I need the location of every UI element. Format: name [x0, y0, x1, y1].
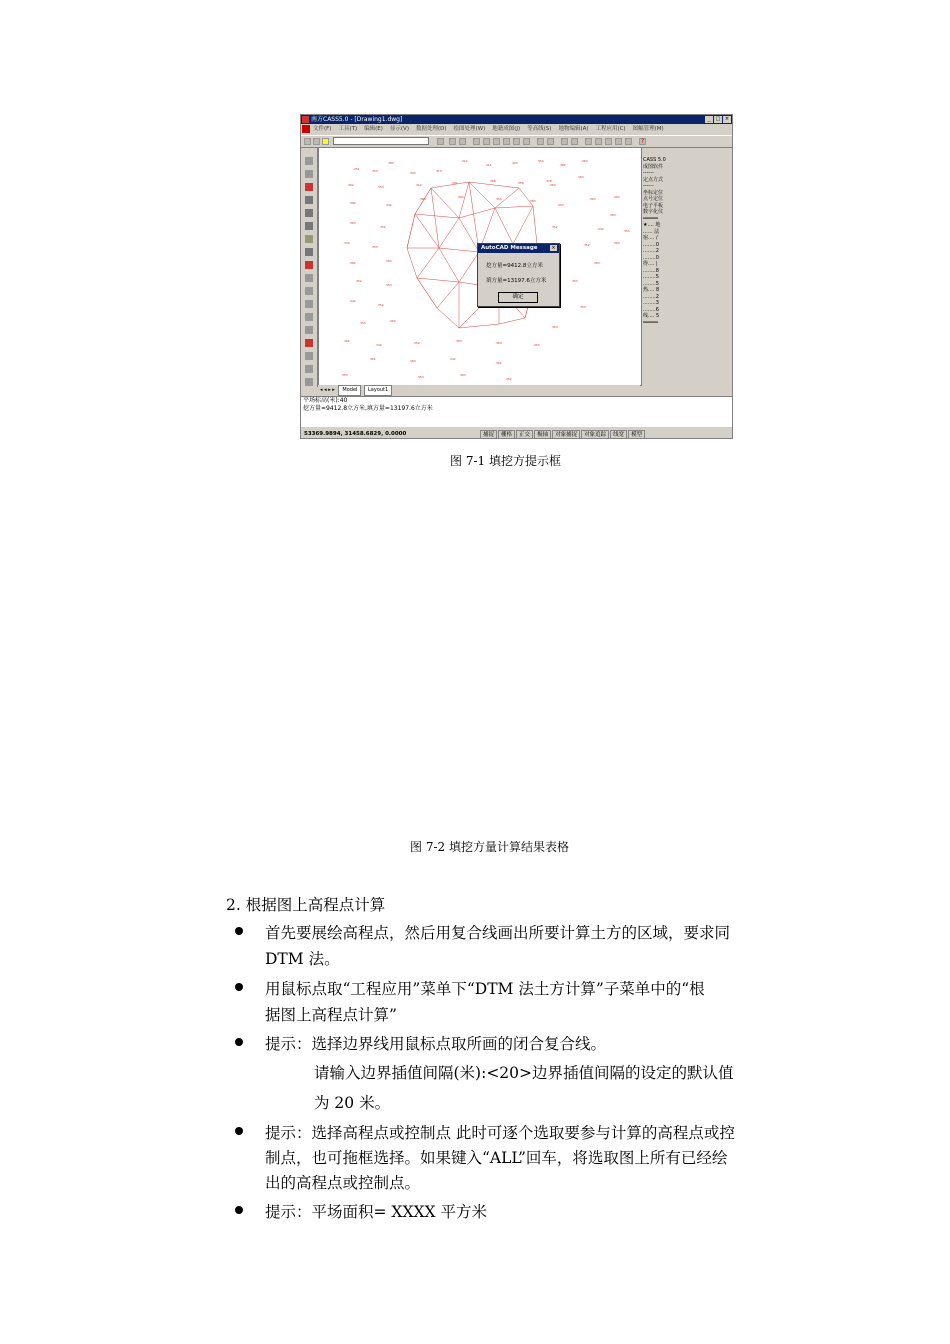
svg-text:·353: ·353 — [557, 203, 564, 207]
window-titlebar — [301, 115, 732, 124]
svg-text:·332: ·332 — [597, 227, 604, 231]
toolbar-save-icon[interactable] — [459, 138, 466, 145]
svg-text:·352: ·352 — [505, 377, 512, 381]
svg-text:·353: ·353 — [495, 197, 502, 201]
menu-draw[interactable]: 绘图处理(W) — [453, 126, 486, 132]
app-icon — [302, 116, 309, 123]
svg-text:·313: ·313 — [435, 169, 442, 173]
cass-logo-icon — [302, 125, 310, 133]
svg-text:·384: ·384 — [387, 161, 394, 165]
tool-landform-icon[interactable] — [305, 287, 313, 295]
tool-house-icon[interactable] — [305, 209, 313, 217]
toolbar-pencil-icon[interactable] — [585, 138, 592, 145]
svg-text:·364: ·364 — [457, 195, 464, 199]
tool-point-icon[interactable] — [305, 170, 313, 178]
menu-contour[interactable]: 等高线(S) — [527, 126, 552, 132]
svg-text:·363: ·363 — [593, 261, 600, 265]
window-controls — [705, 116, 731, 123]
tool-vegetation-icon[interactable] — [305, 274, 313, 282]
svg-text:·354: ·354 — [613, 195, 620, 199]
right-menu-panel — [641, 157, 733, 387]
svg-text:·352: ·352 — [583, 243, 590, 247]
svg-text:·353: ·353 — [341, 373, 348, 377]
svg-text:·363: ·363 — [577, 175, 584, 179]
panel-item[interactable]: ........5 — [643, 274, 659, 280]
menu-engineering[interactable]: 工程应用(C) — [595, 126, 626, 132]
bullet-4-line-2: 制点，也可拖框选择。如果键入“ALL”回车，将选取图上所有已经绘 — [265, 1149, 728, 1167]
svg-text:·352: ·352 — [379, 225, 386, 229]
svg-text:·363: ·363 — [409, 359, 416, 363]
svg-text:·403: ·403 — [511, 161, 518, 165]
toolbar-zoom-previous-icon[interactable] — [503, 138, 510, 145]
tool-boundary-icon[interactable] — [305, 248, 313, 256]
menu-bar — [301, 124, 732, 134]
left-toolbar — [301, 147, 318, 387]
panel-item[interactable]: ........0 — [643, 241, 659, 248]
svg-text:·353: ·353 — [385, 283, 392, 287]
tab-model[interactable]: Model — [338, 385, 361, 396]
panel-item[interactable]: ...... 法 — [643, 228, 660, 235]
svg-text:·353: ·353 — [533, 343, 540, 347]
panel-item[interactable]: 坐标定位 — [643, 189, 664, 196]
svg-text:·353: ·353 — [377, 185, 384, 189]
bullet-icon — [235, 1038, 243, 1046]
svg-text:·363: ·363 — [609, 213, 616, 217]
bullet-1-line-2: DTM 法。 — [265, 950, 340, 968]
svg-text:·362: ·362 — [369, 357, 376, 361]
figure-7-1-caption: 图 7-1 填挖方提示框 — [450, 454, 561, 468]
svg-text:·382: ·382 — [559, 163, 566, 167]
help-icon[interactable]: ? — [640, 138, 645, 145]
bullet-2-line-1: 用鼠标点取“工程应用”菜单下“DTM 法土方计算”子菜单中的“根 — [265, 980, 705, 998]
panel-item[interactable]: ........2 — [643, 248, 659, 254]
svg-text:·363: ·363 — [551, 325, 558, 329]
svg-text:·382: ·382 — [349, 261, 356, 265]
svg-text:·362: ·362 — [495, 361, 502, 365]
menu-edit[interactable]: 编辑(E) — [364, 126, 383, 132]
svg-text:·383: ·383 — [529, 199, 536, 203]
command-line-2: 挖方量=9412.8立方米,填方量=13197.6立方米 — [303, 405, 433, 412]
svg-text:·363: ·363 — [581, 159, 588, 163]
toolbar-trim-icon[interactable] — [615, 138, 622, 145]
svg-text:·362: ·362 — [389, 319, 396, 323]
dialog-title: AutoCAD Message — [478, 244, 559, 253]
svg-text:·352: ·352 — [551, 225, 558, 229]
toolbar-move-icon[interactable] — [595, 138, 602, 145]
svg-text:·353: ·353 — [579, 305, 586, 309]
tool-annotation-icon[interactable] — [305, 261, 313, 269]
status-snap[interactable]: 捕捉 — [480, 430, 497, 439]
svg-text:·356: ·356 — [517, 181, 524, 185]
tool-select-icon[interactable] — [305, 157, 313, 165]
tab-nav-arrows-icon[interactable]: ◂ ◂ ▸ ▸ — [320, 387, 335, 393]
figure-7-2-caption: 图 7-2 填挖方量计算结果表格 — [410, 840, 569, 854]
status-model[interactable]: 模型 — [628, 430, 645, 439]
panel-item: ------ — [643, 170, 654, 176]
svg-text:·368: ·368 — [489, 179, 496, 183]
panel-item[interactable]: ★.... 地 — [643, 222, 661, 228]
panel-item: ═════ — [643, 319, 659, 326]
svg-text:·353: ·353 — [623, 229, 630, 233]
svg-text:·352: ·352 — [377, 303, 384, 307]
coordinate-readout: 53369.9894, 31458.6829, 0.0000 — [304, 431, 407, 437]
svg-text:·353: ·353 — [371, 169, 378, 173]
svg-text:·362: ·362 — [347, 183, 354, 187]
svg-text:·362: ·362 — [343, 339, 350, 343]
panel-item: ------ — [643, 183, 654, 189]
toolbar-zoom-out-icon[interactable] — [523, 138, 530, 145]
menu-sheet[interactable]: 图幅管理(M) — [632, 126, 664, 132]
status-osnap[interactable]: 对象捕捉 — [552, 430, 580, 439]
status-otrack[interactable]: 对象追踪 — [581, 430, 609, 439]
tool-circle-icon[interactable] — [305, 352, 313, 360]
autocad-message-dialog — [477, 243, 560, 307]
bullet-4-line-1: 提示：选择高程点或控制点 此时可逐个选取要参与计算的高程点或控 — [265, 1124, 735, 1142]
panel-item[interactable]: 电子平板 — [643, 202, 664, 209]
cass-screenshot — [300, 114, 733, 439]
maximize-button[interactable]: □ — [715, 116, 721, 122]
tool-line-icon[interactable] — [305, 313, 313, 321]
svg-text:·363: ·363 — [455, 339, 462, 343]
toolbar-zoom-window-icon[interactable] — [493, 138, 500, 145]
status-bar — [301, 429, 732, 439]
toolbar-pan-icon[interactable] — [473, 138, 480, 145]
menu-feature-edit[interactable]: 地物编辑(A) — [558, 126, 589, 132]
toolbar-layer-state-icon[interactable] — [313, 138, 320, 145]
layout-tabs — [318, 385, 640, 394]
svg-text:·363: ·363 — [613, 241, 620, 245]
toolbar-zoom-realtime-icon[interactable] — [483, 138, 490, 145]
menu-view[interactable]: 显示(V) — [389, 126, 409, 132]
section-heading: 2. 根据图上高程点计算 — [226, 896, 386, 914]
bullet-2-line-2: 据图上高程点计算” — [265, 1006, 397, 1024]
menu-file[interactable]: 文件(F) — [313, 126, 332, 132]
svg-text:·353: ·353 — [571, 279, 578, 283]
menu-tools[interactable]: 工具(T) — [338, 126, 358, 132]
panel-item[interactable]: 宿.... / — [643, 235, 658, 241]
panel-item[interactable]: 定点方式 — [643, 176, 664, 183]
svg-text:·311: ·311 — [485, 163, 492, 167]
svg-text:·378: ·378 — [545, 179, 552, 183]
svg-text:·352: ·352 — [355, 279, 362, 283]
svg-text:·342: ·342 — [349, 299, 356, 303]
tool-water-icon[interactable] — [305, 196, 313, 204]
svg-text:·363: ·363 — [349, 221, 356, 225]
toolbar-grid-icon[interactable] — [437, 138, 444, 145]
window-title: 南方CASS5.0 - [Drawing1.dwg] — [311, 116, 403, 123]
svg-text:·392: ·392 — [451, 181, 458, 185]
menu-data[interactable]: 数据处理(D) — [415, 126, 447, 132]
panel-item[interactable]: 点号定位 — [643, 196, 664, 202]
minimize-button[interactable]: _ — [705, 116, 713, 123]
svg-text:·334: ·334 — [343, 241, 350, 245]
menu-cadastral[interactable]: 地籍成图(J) — [492, 126, 521, 132]
toolbar-color-icon[interactable] — [322, 138, 329, 145]
bullet-3-line-1: 提示：选择边界线用鼠标点取所画的闭合复合线。 — [265, 1035, 607, 1053]
svg-text:·251: ·251 — [353, 167, 360, 171]
panel-item[interactable]: ........6 — [643, 306, 659, 313]
svg-text:·353: ·353 — [417, 375, 424, 379]
svg-text:·344: ·344 — [375, 343, 382, 347]
status-grid[interactable]: 栅格 — [498, 430, 515, 439]
toolbar-match-icon[interactable] — [571, 138, 578, 145]
cut-volume-text: 挖方量=9412.8立方米 — [486, 263, 543, 269]
bullet-icon — [235, 1206, 243, 1214]
panel-item[interactable]: ........8 — [643, 267, 659, 274]
svg-text:·312: ·312 — [415, 183, 422, 187]
bullet-3-line-2: 请输入边界插值间隔(米):<20>边界插值间隔的设定的默认值 — [314, 1064, 734, 1082]
tool-control-point-icon[interactable] — [305, 183, 313, 191]
toolbar-copy-icon[interactable] — [605, 138, 612, 145]
panel-item[interactable]: ........5 — [643, 280, 659, 287]
svg-text:·342: ·342 — [385, 203, 392, 207]
svg-text:·364: ·364 — [385, 259, 392, 263]
panel-item[interactable]: ........3 — [643, 300, 659, 306]
panel-item[interactable]: 数字化仪 — [643, 209, 664, 215]
status-polar[interactable]: 极轴 — [534, 430, 551, 439]
tool-road-icon[interactable] — [305, 222, 313, 230]
tab-layout1[interactable]: Layout1 — [364, 385, 392, 396]
tool-elevation-icon[interactable] — [305, 339, 313, 347]
toolbar-redo-icon[interactable] — [547, 138, 554, 145]
toolbar-layers-icon[interactable] — [304, 138, 311, 145]
tool-pipeline-icon[interactable] — [305, 235, 313, 243]
svg-text:·363: ·363 — [459, 373, 466, 377]
panel-item[interactable]: ........0 — [643, 254, 659, 261]
toolbar-zoom-in-icon[interactable] — [513, 138, 520, 145]
tool-arrow-icon[interactable] — [305, 365, 313, 373]
fill-volume-text: 填方量=13197.6立方米 — [486, 278, 547, 284]
command-window[interactable] — [301, 396, 732, 427]
svg-text:·382: ·382 — [349, 201, 356, 205]
panel-item[interactable]: CASS 5.0 — [643, 157, 666, 163]
panel-item[interactable]: 热.... 8 — [643, 287, 660, 293]
svg-text:·353: ·353 — [371, 245, 378, 249]
bullet-3-line-3: 为 20 米。 — [314, 1094, 391, 1112]
toolbar-open-icon[interactable] — [449, 138, 456, 145]
svg-text:·383: ·383 — [419, 197, 426, 201]
panel-item[interactable]: ........2 — [643, 293, 659, 300]
bullet-1-line-1: 首先要展绘高程点，然后用复合线画出所要计算土方的区域，要求同 — [265, 924, 731, 942]
bullet-5-line-1: 提示：平场面积= XXXX 平方米 — [265, 1203, 487, 1221]
command-line-1: 平场标高(米):40 — [303, 397, 348, 404]
close-button[interactable]: × — [724, 116, 730, 122]
bullet-icon — [235, 1127, 243, 1135]
svg-text:·363: ·363 — [589, 197, 596, 201]
toolbar-extend-icon[interactable] — [625, 138, 632, 145]
tool-text-icon[interactable] — [305, 300, 313, 308]
layer-dropdown[interactable] — [333, 137, 429, 145]
panel-item[interactable]: 得.... | — [643, 261, 658, 267]
panel-item[interactable]: 成图软件 — [643, 163, 664, 170]
svg-text:·353: ·353 — [359, 321, 366, 325]
svg-text:·363: ·363 — [495, 341, 502, 345]
panel-item: ═════ — [643, 215, 659, 222]
svg-text:·343: ·343 — [409, 171, 416, 175]
toolbar-undo-icon[interactable] — [537, 138, 544, 145]
toolbar-properties-icon[interactable] — [561, 138, 568, 145]
svg-text:·363: ·363 — [549, 183, 556, 187]
bullet-4-line-3: 出的高程点或控制点。 — [265, 1174, 421, 1192]
svg-text:·312: ·312 — [461, 159, 468, 163]
status-lineweight[interactable]: 线宽 — [610, 430, 627, 439]
svg-text:·354: ·354 — [537, 159, 544, 163]
bullet-icon — [235, 983, 243, 991]
ok-button[interactable]: 确定 — [498, 292, 538, 303]
svg-text:·342: ·342 — [449, 357, 456, 361]
panel-item[interactable]: 线.... 5 — [643, 313, 660, 319]
status-ortho[interactable]: 正交 — [516, 430, 533, 439]
svg-text:·352: ·352 — [413, 341, 420, 345]
dialog-close-icon[interactable]: × — [551, 245, 556, 251]
tool-rect-icon[interactable] — [305, 326, 313, 334]
tool-scale-icon[interactable] — [305, 378, 313, 386]
bullet-icon — [235, 927, 243, 935]
